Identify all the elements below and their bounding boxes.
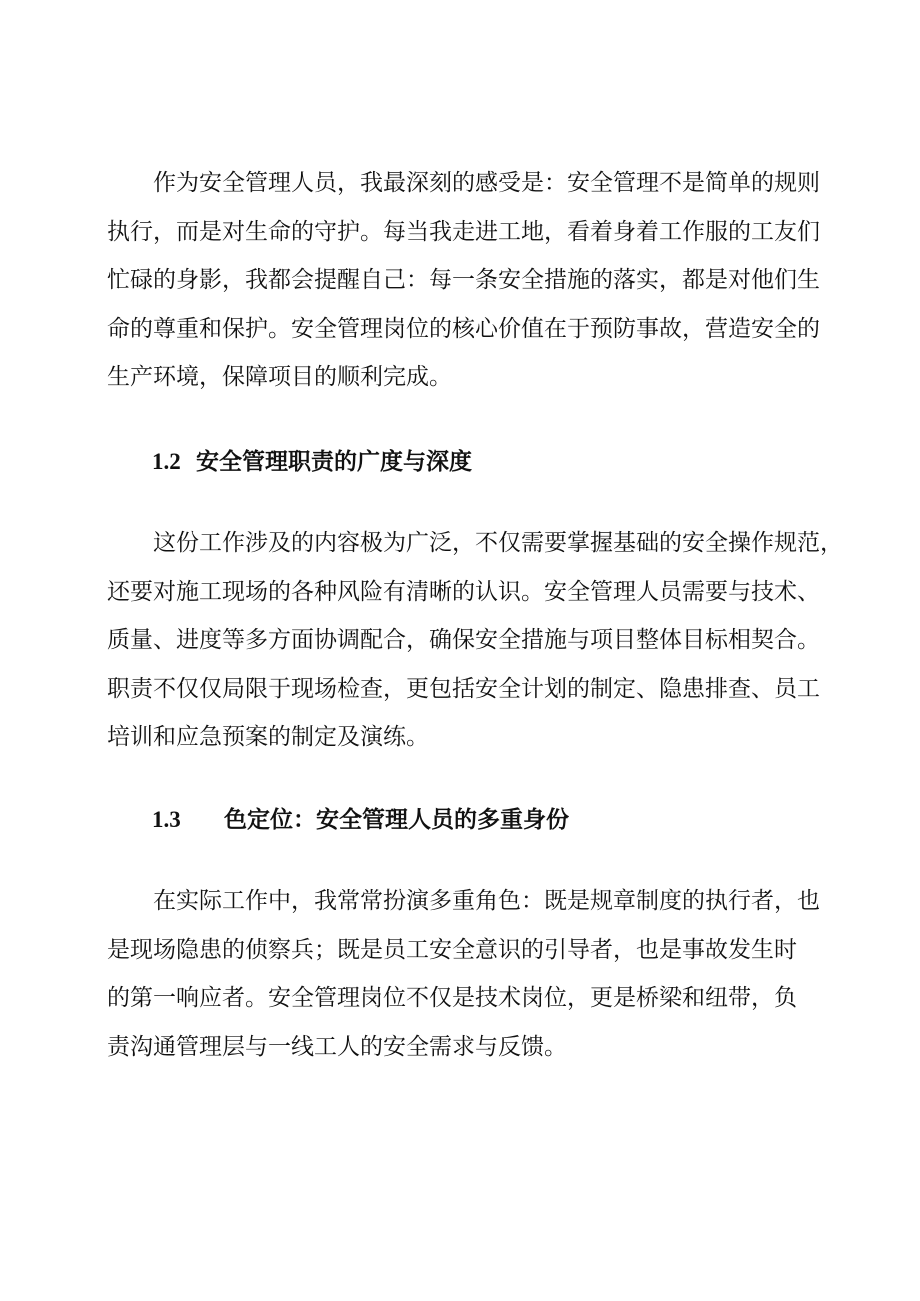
paragraph-duties xyxy=(107,519,843,762)
paragraph-line: 作为安全管理人员，我最深刻的感受是：安全管理不是简单的规则 xyxy=(153,170,820,196)
section-title: 安全管理职责的广度与深度 xyxy=(196,449,472,475)
paragraph-line: 责沟通管理层与一线工人的安全需求与反馈。 xyxy=(107,1033,567,1060)
section-number: 1.3 xyxy=(152,807,181,832)
paragraph-roles xyxy=(107,877,820,1071)
section-title: 色定位：安全管理人员的多重身份 xyxy=(224,807,569,833)
paragraph-line: 在实际工作中，我常常扮演多重角色：既是规章制度的执行者，也 xyxy=(153,888,820,914)
paragraph-line: 忙碌的身影，我都会提醒自己：每一条安全措施的落实，都是对他们生 xyxy=(107,267,820,293)
paragraph-line: 培训和应急预案的制定及演练。 xyxy=(107,724,429,750)
paragraph-line: 这份工作涉及的内容极为广泛，不仅需要掌握基础的安全操作规范， xyxy=(153,530,843,556)
paragraph-line: 还要对施工现场的各种风险有清晰的认识。安全管理人员需要与技术、 xyxy=(107,578,820,605)
section-number: 1.2 xyxy=(152,449,181,474)
paragraph-line: 执行，而是对生命的守护。每当我走进工地，看着身着工作服的工友们 xyxy=(107,218,820,245)
section-heading-1-2 xyxy=(152,447,472,477)
paragraph-line: 命的尊重和保护。安全管理岗位的核心价值在于预防事故，营造安全的 xyxy=(107,315,820,342)
section-heading-1-3 xyxy=(152,805,569,835)
paragraph-line: 是现场隐患的侦察兵；既是员工安全意识的引导者，也是事故发生时 xyxy=(107,936,797,963)
paragraph-safety-feeling xyxy=(107,159,820,402)
paragraph-line: 的第一响应者。安全管理岗位不仅是技术岗位，更是桥梁和纽带，负 xyxy=(107,985,797,1011)
paragraph-line: 职责不仅仅局限于现场检查，更包括安全计划的制定、隐患排查、员工 xyxy=(107,675,820,702)
paragraph-line: 生产环境，保障项目的顺利完成。 xyxy=(107,364,452,390)
paragraph-line: 质量、进度等多方面协调配合，确保安全措施与项目整体目标相契合。 xyxy=(107,627,820,653)
